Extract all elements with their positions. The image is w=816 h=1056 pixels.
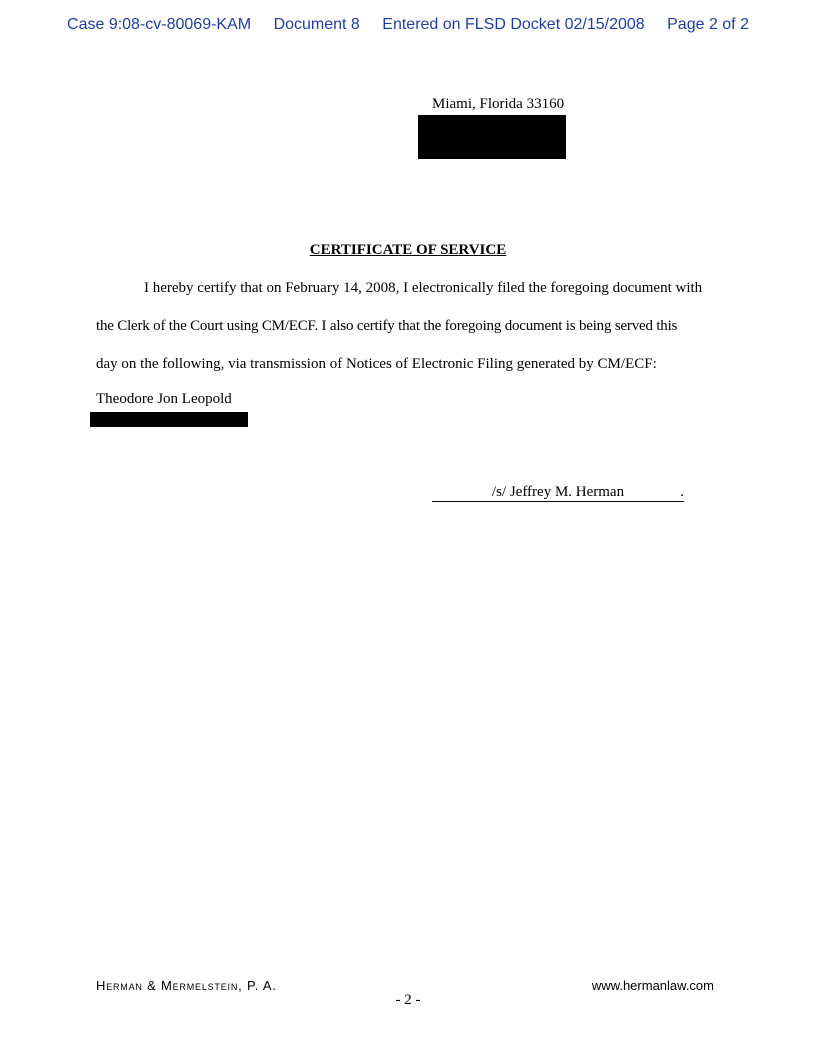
certificate-line-3: day on the following, via transmission of Notices of Electronic Filing generated by CM/ECF:	[96, 356, 657, 372]
certificate-line-1: I hereby certify that on February 14, 2008, I electronically filed the foregoing document with	[144, 280, 703, 296]
address-city-line: Miami, Florida 33160	[432, 96, 565, 112]
firm-name: Herman & Mermelstein, P. A.	[96, 978, 277, 993]
signature-text: /s/ Jeffrey M. Herman	[491, 484, 625, 500]
certificate-title: CERTIFICATE OF SERVICE	[309, 242, 507, 258]
page-count: Page 2 of 2	[667, 16, 749, 33]
signature-end-mark: .	[680, 484, 684, 500]
signature-line	[432, 484, 684, 502]
recipient-name: Theodore Jon Leopold	[96, 391, 232, 407]
redaction-block-recipient-email	[90, 412, 248, 427]
case-number: Case 9:08-cv-80069-KAM	[67, 16, 252, 33]
firm-website[interactable]: www.hermanlaw.com	[591, 978, 714, 993]
certificate-line-2: the Clerk of the Court using CM/ECF. I also certify that the foregoing document is being served this	[96, 318, 678, 334]
page-number: - 2 -	[395, 992, 421, 1008]
ecf-header	[0, 16, 816, 34]
docket-entry: Entered on FLSD Docket 02/15/2008	[382, 16, 645, 33]
redaction-block-address	[418, 115, 566, 159]
document-number: Document 8	[273, 16, 360, 33]
